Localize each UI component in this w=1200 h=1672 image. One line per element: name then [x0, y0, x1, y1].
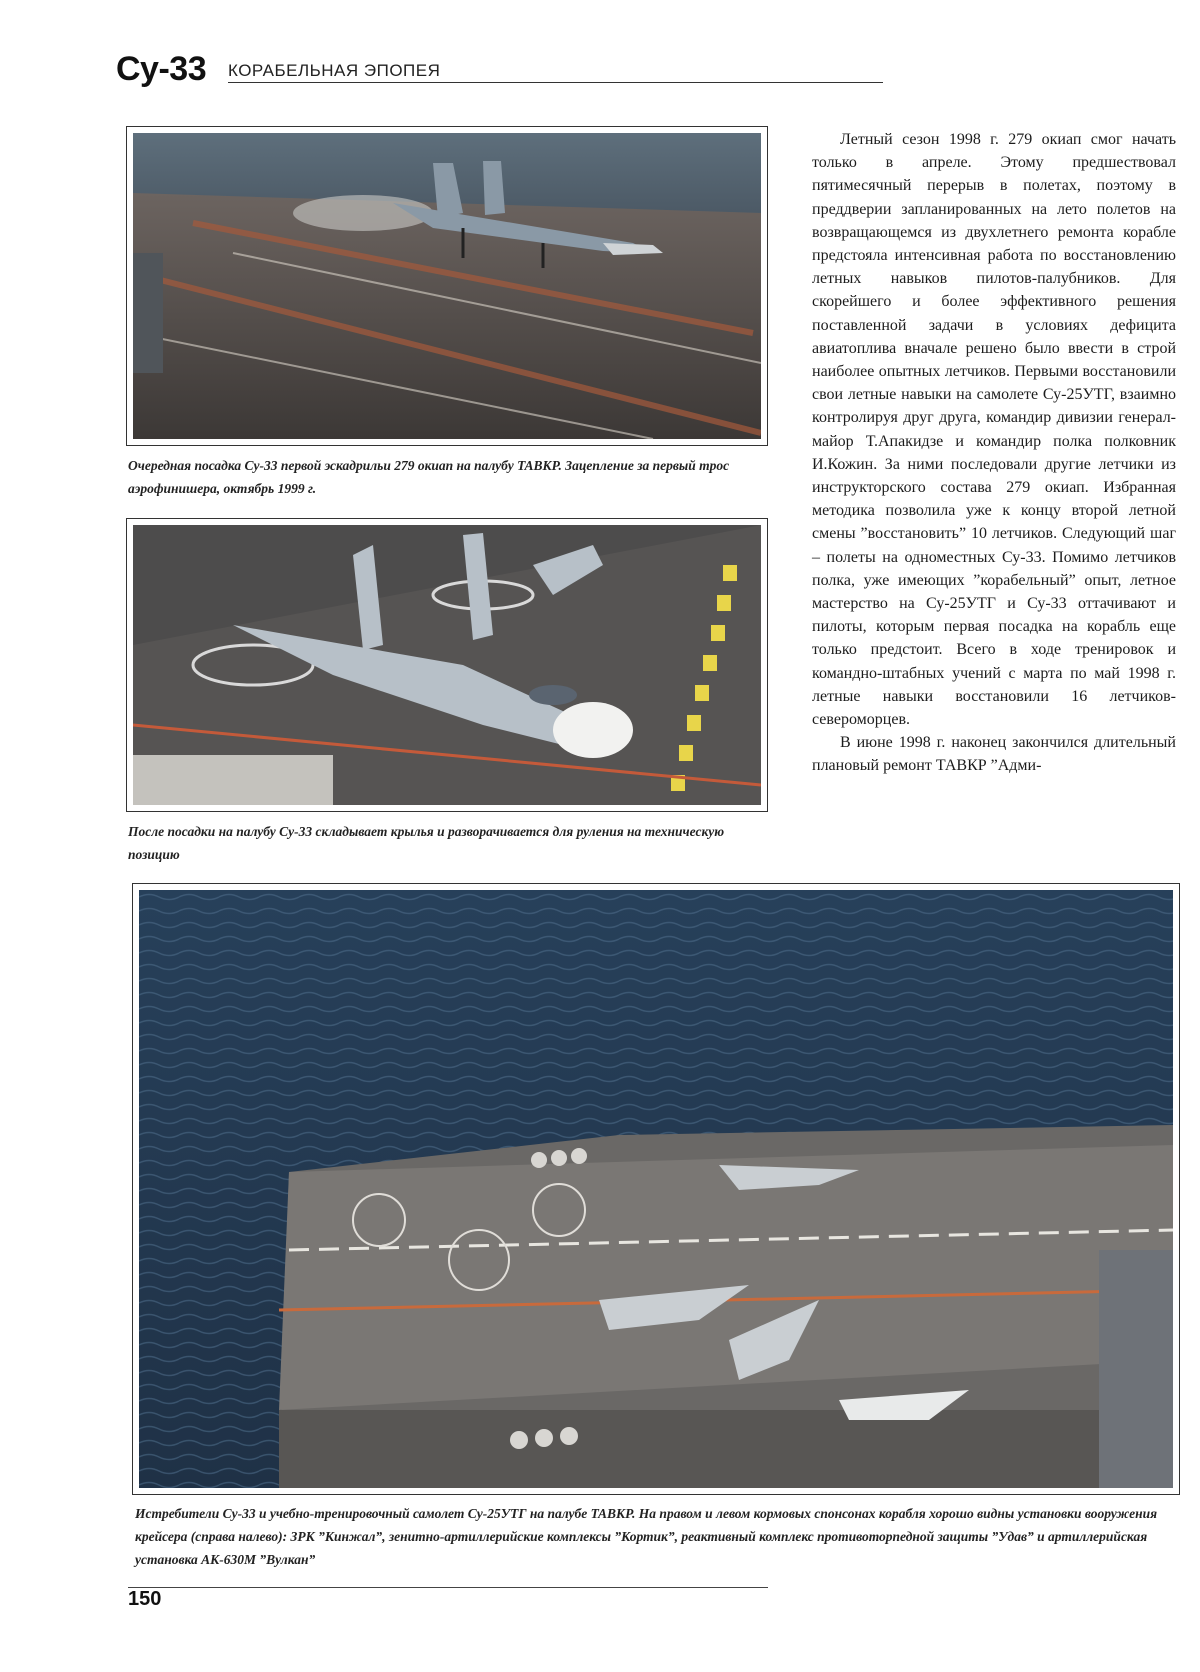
carrier-deck — [279, 1125, 1173, 1488]
landing-photo-image — [133, 133, 761, 439]
photo-landing — [126, 126, 768, 446]
page-header — [116, 50, 766, 90]
carrier-aerial-photo-image — [139, 890, 1173, 1488]
photo-folding-wings — [126, 518, 768, 812]
section-title: КОРАБЕЛЬНАЯ ЭПОПЕЯ — [228, 61, 441, 80]
photo-caption-carrier-aerial: Истребители Су-33 и учебно-тренировочный самолет Су-25УТГ на палубе ТАВКР. На правом и левом кормовых спонсонах корабля хорошо видны установки вооружения крейсера (справа налево): ЗРК ”Кинжал”, зенитно-артиллерийские комплексы ”Кортик”, реактивный комплекс противоторпедной защиты ”Удав” и артиллерийская установка АК-630М ”Вулкан” — [135, 1506, 1158, 1567]
header-rule — [228, 82, 883, 83]
photo-caption-landing: Очередная посадка Су-33 первой эскадрильи 279 окиап на палубу ТАВКР. Зацепление за первый трос аэрофинишера, октябрь 1999 г. — [128, 458, 730, 496]
photo-carrier-aerial — [132, 883, 1180, 1495]
article-body — [812, 128, 1176, 778]
body-paragraph: Летный сезон 1998 г. 279 окиап смог начать только в апреле. Этому предшествовал пятимесячный перерыв в полетах, поэтому в преддверии запланированных на лето полетов на возвращающемся из двухлетнего ремонта корабле предстояла интенсивная работа по восстановлению летных навыков пилотов-палубников. Для скорейшего и более эффективного решения поставленной задачи в условиях дефицита авиатоплива вначале решено было ввести в строй наиболее опытных летчиков. Первыми восстановили свои летные навыки на самолете Су-25УТГ, взаимно контролируя друг друга, командир дивизии генерал-майор Т.Апакидзе и командир полка полковник И.Кожин. За ними последовали другие летчики из инструкторского состава 279 окиап. Избранная методика позволила уже к концу второй летной смены ”восстановить” 10 летчиков. Следующий шаг – полеты на одноместных Су-33. Помимо летчиков полка, уже имеющих ”корабельный” опыт, летное мастерство на Су-25УТГ и Су-33 оттачивают и пилоты, которым первая посадка на корабль еще только предстоит. Всего в ходе тренировок и командно-штабных учений с марта по май 1998 г. летные навыки восстановили 16 летчиков-североморцев. — [812, 131, 1176, 729]
body-paragraph: В июне 1998 г. наконец закончился длительный плановый ремонт ТАВКР ”Адми- — [812, 734, 1176, 775]
page-number: 150 — [128, 1588, 162, 1610]
folding-wings-photo-image — [133, 525, 761, 805]
publication-logo: Су-33 — [116, 50, 207, 88]
photo-caption-folding-wings: После посадки на палубу Су-33 складывает крылья и разворачивается для руления на техническую позицию — [128, 824, 725, 862]
footer-rule — [128, 1587, 768, 1588]
